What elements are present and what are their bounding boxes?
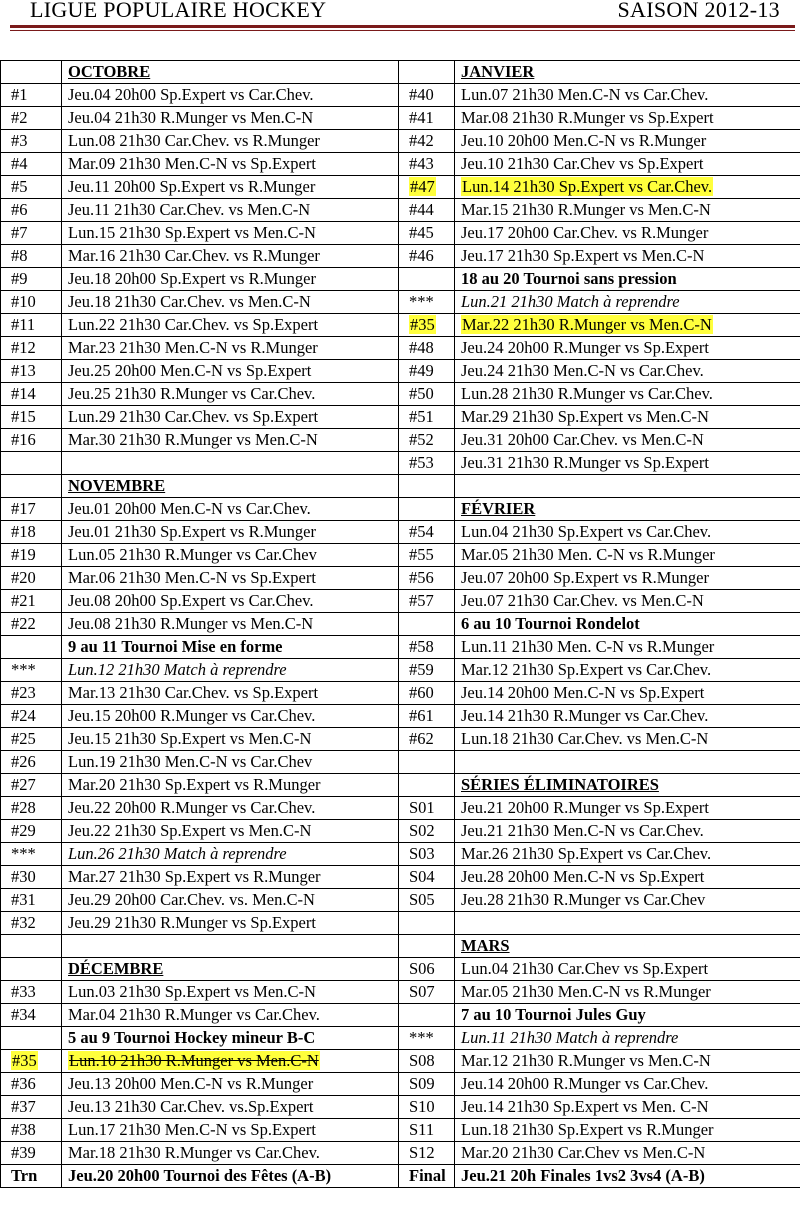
game-number: [1, 958, 62, 981]
game-entry-left: NOVEMBRE: [62, 475, 399, 498]
game-entry-right: Jeu.17 21h30 Sp.Expert vs Men.C-N: [455, 245, 800, 268]
game-entry-right: Mar.20 21h30 Car.Chev vs Men.C-N: [455, 1142, 800, 1165]
game-number: #7: [1, 222, 62, 245]
table-row: [1, 245, 800, 268]
game-entry-left: Jeu.25 21h30 R.Munger vs Car.Chev.: [62, 383, 399, 406]
game-number: #20: [1, 567, 62, 590]
highlight-mark: Lun.10 21h30 R.Munger vs Men.C-N: [69, 1051, 319, 1070]
game-entry-left: Mar.23 21h30 Men.C-N vs R.Munger: [62, 337, 399, 360]
game-number: #38: [1, 1119, 62, 1142]
table-row: [1, 567, 800, 590]
table-row: [1, 291, 800, 314]
table-row: [1, 774, 800, 797]
game-entry-left: Lun.12 21h30 Match à reprendre: [62, 659, 399, 682]
game-number: #28: [1, 797, 62, 820]
game-number-right: S04: [399, 866, 455, 889]
game-number: #31: [1, 889, 62, 912]
game-entry-left: Jeu.08 21h30 R.Munger vs Men.C-N: [62, 613, 399, 636]
game-number: #19: [1, 544, 62, 567]
table-row: [1, 1096, 800, 1119]
game-entry-left: Mar.20 21h30 Sp.Expert vs R.Munger: [62, 774, 399, 797]
game-entry-right: Jeu.21 20h Finales 1vs2 3vs4 (A-B): [455, 1165, 800, 1188]
game-entry-right: Jeu.21 20h00 R.Munger vs Sp.Expert: [455, 797, 800, 820]
game-entry-left: [62, 452, 399, 475]
game-entry-right: Jeu.10 20h00 Men.C-N vs R.Munger: [455, 130, 800, 153]
game-entry-right: SÉRIES ÉLIMINATOIRES: [455, 774, 800, 797]
game-number: [1, 452, 62, 475]
table-row: [1, 1004, 800, 1027]
game-entry-left: Jeu.25 20h00 Men.C-N vs Sp.Expert: [62, 360, 399, 383]
game-entry-right: Mar.15 21h30 R.Munger vs Men.C-N: [455, 199, 800, 222]
game-number: #3: [1, 130, 62, 153]
game-entry-right: Jeu.14 20h00 R.Munger vs Car.Chev.: [455, 1073, 800, 1096]
game-entry-left: Lun.26 21h30 Match à reprendre: [62, 843, 399, 866]
table-row: [1, 1027, 800, 1050]
game-entry-left: Jeu.04 20h00 Sp.Expert vs Car.Chev.: [62, 84, 399, 107]
game-number: #26: [1, 751, 62, 774]
game-entry-right: Lun.21 21h30 Match à reprendre: [455, 291, 800, 314]
game-number-right: S08: [399, 1050, 455, 1073]
game-entry-left: Lun.29 21h30 Car.Chev. vs Sp.Expert: [62, 406, 399, 429]
game-number: #39: [1, 1142, 62, 1165]
game-entry-right: Jeu.14 21h30 Sp.Expert vs Men. C-N: [455, 1096, 800, 1119]
game-number-right: #54: [399, 521, 455, 544]
table-row: [1, 475, 800, 498]
table-row: [1, 360, 800, 383]
game-number-right: #60: [399, 682, 455, 705]
highlight-mark: #35: [12, 1051, 37, 1070]
game-entry-left: Lun.22 21h30 Car.Chev. vs Sp.Expert: [62, 314, 399, 337]
game-number-right: S02: [399, 820, 455, 843]
game-number-right: #56: [399, 567, 455, 590]
game-entry-left: [62, 1050, 399, 1073]
game-entry-left: Jeu.13 21h30 Car.Chev. vs.Sp.Expert: [62, 1096, 399, 1119]
game-number: #37: [1, 1096, 62, 1119]
game-number-right: [399, 751, 455, 774]
game-number-right: S10: [399, 1096, 455, 1119]
game-entry-left: Jeu.22 21h30 Sp.Expert vs Men.C-N: [62, 820, 399, 843]
game-entry-left: Jeu.18 20h00 Sp.Expert vs R.Munger: [62, 268, 399, 291]
game-number-right: S03: [399, 843, 455, 866]
game-entry-right: Jeu.21 21h30 Men.C-N vs Car.Chev.: [455, 820, 800, 843]
game-entry-right: Mar.12 21h30 R.Munger vs Men.C-N: [455, 1050, 800, 1073]
game-number: #14: [1, 383, 62, 406]
game-entry-left: 5 au 9 Tournoi Hockey mineur B-C: [62, 1027, 399, 1050]
table-row: [1, 1165, 800, 1188]
table-row: [1, 751, 800, 774]
game-entry-right: Jeu.14 21h30 R.Munger vs Car.Chev.: [455, 705, 800, 728]
game-entry-right: Mar.05 21h30 Men. C-N vs R.Munger: [455, 544, 800, 567]
game-entry-left: Jeu.08 20h00 Sp.Expert vs Car.Chev.: [62, 590, 399, 613]
game-entry-right: JANVIER: [455, 61, 800, 84]
game-entry-right: Mar.26 21h30 Sp.Expert vs Car.Chev.: [455, 843, 800, 866]
game-entry-left: Lun.03 21h30 Sp.Expert vs Men.C-N: [62, 981, 399, 1004]
game-number-right: [399, 498, 455, 521]
table-row: [1, 130, 800, 153]
game-entry-right: Mar.08 21h30 R.Munger vs Sp.Expert: [455, 107, 800, 130]
game-number: #21: [1, 590, 62, 613]
game-entry-left: Jeu.01 21h30 Sp.Expert vs R.Munger: [62, 521, 399, 544]
table-row: [1, 1050, 800, 1073]
game-entry-right: [455, 176, 800, 199]
game-entry-left: Lun.17 21h30 Men.C-N vs Sp.Expert: [62, 1119, 399, 1142]
game-number-right: #49: [399, 360, 455, 383]
game-number: Trn: [1, 1165, 62, 1188]
game-entry-right: Jeu.10 21h30 Car.Chev vs Sp.Expert: [455, 153, 800, 176]
game-entry-left: Mar.27 21h30 Sp.Expert vs R.Munger: [62, 866, 399, 889]
game-entry-right: Jeu.28 21h30 R.Munger vs Car.Chev: [455, 889, 800, 912]
table-row: [1, 590, 800, 613]
game-number: #6: [1, 199, 62, 222]
game-number: [1, 636, 62, 659]
game-entry-right: Jeu.24 21h30 Men.C-N vs Car.Chev.: [455, 360, 800, 383]
game-number-right: S12: [399, 1142, 455, 1165]
game-entry-left: Jeu.11 21h30 Car.Chev. vs Men.C-N: [62, 199, 399, 222]
table-row: [1, 429, 800, 452]
game-number: [1, 61, 62, 84]
table-row: [1, 199, 800, 222]
game-number: #33: [1, 981, 62, 1004]
game-number: #22: [1, 613, 62, 636]
game-entry-right: Lun.18 21h30 Car.Chev. vs Men.C-N: [455, 728, 800, 751]
game-entry-left: Jeu.18 21h30 Car.Chev. vs Men.C-N: [62, 291, 399, 314]
game-entry-left: Jeu.29 20h00 Car.Chev. vs. Men.C-N: [62, 889, 399, 912]
game-entry-left: Mar.16 21h30 Car.Chev. vs R.Munger: [62, 245, 399, 268]
game-entry-left: 9 au 11 Tournoi Mise en forme: [62, 636, 399, 659]
game-entry-right: Mar.12 21h30 Sp.Expert vs Car.Chev.: [455, 659, 800, 682]
game-number: [1, 1050, 62, 1073]
game-number-right: ***: [399, 291, 455, 314]
game-number-right: #55: [399, 544, 455, 567]
game-number-right: ***: [399, 1027, 455, 1050]
game-entry-left: Jeu.01 20h00 Men.C-N vs Car.Chev.: [62, 498, 399, 521]
table-row: [1, 866, 800, 889]
game-entry-right: [455, 314, 800, 337]
game-number-right: #42: [399, 130, 455, 153]
game-entry-right: MARS: [455, 935, 800, 958]
game-number: #25: [1, 728, 62, 751]
game-number: #12: [1, 337, 62, 360]
table-row: [1, 843, 800, 866]
game-entry-right: 7 au 10 Tournoi Jules Guy: [455, 1004, 800, 1027]
game-number-right: S11: [399, 1119, 455, 1142]
game-entry-left: OCTOBRE: [62, 61, 399, 84]
game-number-right: [399, 774, 455, 797]
game-number-right: S07: [399, 981, 455, 1004]
game-entry-right: Jeu.07 20h00 Sp.Expert vs R.Munger: [455, 567, 800, 590]
game-entry-left: Lun.19 21h30 Men.C-N vs Car.Chev: [62, 751, 399, 774]
table-row: [1, 406, 800, 429]
table-row: [1, 935, 800, 958]
table-row: [1, 728, 800, 751]
game-entry-left: [62, 935, 399, 958]
game-number: #32: [1, 912, 62, 935]
game-number-right: [399, 268, 455, 291]
game-entry-left: Jeu.22 20h00 R.Munger vs Car.Chev.: [62, 797, 399, 820]
table-row: [1, 61, 800, 84]
game-number: #16: [1, 429, 62, 452]
table-row: [1, 797, 800, 820]
game-entry-right: [455, 751, 800, 774]
game-number: #17: [1, 498, 62, 521]
table-row: [1, 820, 800, 843]
game-number: #1: [1, 84, 62, 107]
game-number-right: S01: [399, 797, 455, 820]
table-row: [1, 222, 800, 245]
table-row: [1, 889, 800, 912]
game-entry-right: Jeu.17 20h00 Car.Chev. vs R.Munger: [455, 222, 800, 245]
game-entry-right: Mar.05 21h30 Men.C-N vs R.Munger: [455, 981, 800, 1004]
table-row: [1, 705, 800, 728]
game-entry-right: Jeu.14 20h00 Men.C-N vs Sp.Expert: [455, 682, 800, 705]
table-row: [1, 958, 800, 981]
game-number-right: #51: [399, 406, 455, 429]
table-row: [1, 498, 800, 521]
table-row: [1, 383, 800, 406]
table-row: [1, 1119, 800, 1142]
table-row: [1, 107, 800, 130]
table-row: [1, 314, 800, 337]
season-title: SAISON 2012-13: [617, 0, 780, 22]
game-number-right: #52: [399, 429, 455, 452]
game-entry-left: Jeu.15 20h00 R.Munger vs Car.Chev.: [62, 705, 399, 728]
table-row: [1, 84, 800, 107]
game-number: ***: [1, 659, 62, 682]
game-number-right: #62: [399, 728, 455, 751]
game-number: #36: [1, 1073, 62, 1096]
table-row: [1, 659, 800, 682]
game-entry-left: Mar.13 21h30 Car.Chev. vs Sp.Expert: [62, 682, 399, 705]
table-row: [1, 1073, 800, 1096]
game-entry-right: Jeu.28 20h00 Men.C-N vs Sp.Expert: [455, 866, 800, 889]
highlight-mark: Lun.14 21h30 Sp.Expert vs Car.Chev.: [462, 177, 713, 196]
game-number-right: #43: [399, 153, 455, 176]
table-row: [1, 544, 800, 567]
game-number: [1, 935, 62, 958]
game-number-right: #48: [399, 337, 455, 360]
game-number-right: #46: [399, 245, 455, 268]
game-number: #10: [1, 291, 62, 314]
game-entry-left: Mar.04 21h30 R.Munger vs Car.Chev.: [62, 1004, 399, 1027]
table-row: [1, 613, 800, 636]
game-number-right: S06: [399, 958, 455, 981]
game-entry-right: [455, 912, 800, 935]
game-number-right: #53: [399, 452, 455, 475]
page-header: [0, 0, 800, 40]
league-title: LIGUE POPULAIRE HOCKEY: [30, 0, 327, 22]
game-entry-left: Mar.30 21h30 R.Munger vs Men.C-N: [62, 429, 399, 452]
game-entry-right: Lun.28 21h30 R.Munger vs Car.Chev.: [455, 383, 800, 406]
game-number-right: #59: [399, 659, 455, 682]
game-number: #13: [1, 360, 62, 383]
game-number-right: #41: [399, 107, 455, 130]
game-number: #23: [1, 682, 62, 705]
game-number: #27: [1, 774, 62, 797]
game-number-right: [399, 475, 455, 498]
game-number-right: #45: [399, 222, 455, 245]
highlight-mark: Mar.22 21h30 R.Munger vs Men.C-N: [462, 315, 712, 334]
schedule-body: [1, 61, 800, 1188]
game-number: #11: [1, 314, 62, 337]
game-number-right: [399, 935, 455, 958]
game-number-right: [399, 613, 455, 636]
game-number: #29: [1, 820, 62, 843]
game-entry-right: Lun.04 21h30 Car.Chev vs Sp.Expert: [455, 958, 800, 981]
highlight-mark: #47: [410, 177, 435, 196]
game-entry-left: Jeu.15 21h30 Sp.Expert vs Men.C-N: [62, 728, 399, 751]
game-entry-right: Jeu.07 21h30 Car.Chev. vs Men.C-N: [455, 590, 800, 613]
game-number: #5: [1, 176, 62, 199]
highlight-mark: #35: [410, 315, 435, 334]
table-row: [1, 682, 800, 705]
game-entry-right: Jeu.24 20h00 R.Munger vs Sp.Expert: [455, 337, 800, 360]
game-number: #8: [1, 245, 62, 268]
game-entry-right: Lun.11 21h30 Men. C-N vs R.Munger: [455, 636, 800, 659]
game-entry-right: Lun.11 21h30 Match à reprendre: [455, 1027, 800, 1050]
game-entry-right: [455, 475, 800, 498]
game-entry-left: Jeu.20 20h00 Tournoi des Fêtes (A-B): [62, 1165, 399, 1188]
game-entry-right: Lun.07 21h30 Men.C-N vs Car.Chev.: [455, 84, 800, 107]
table-row: [1, 268, 800, 291]
game-number-right: [399, 1004, 455, 1027]
game-number-right: S09: [399, 1073, 455, 1096]
header-rule-thin: [10, 30, 795, 31]
game-number: [1, 1027, 62, 1050]
game-number: #24: [1, 705, 62, 728]
game-entry-left: Jeu.13 20h00 Men.C-N vs R.Munger: [62, 1073, 399, 1096]
game-number-right: S05: [399, 889, 455, 912]
game-number-right: [399, 314, 455, 337]
game-number-right: #44: [399, 199, 455, 222]
game-entry-left: Mar.06 21h30 Men.C-N vs Sp.Expert: [62, 567, 399, 590]
game-number: #18: [1, 521, 62, 544]
table-row: [1, 337, 800, 360]
game-entry-left: Lun.08 21h30 Car.Chev. vs R.Munger: [62, 130, 399, 153]
table-row: [1, 176, 800, 199]
game-entry-left: Jeu.11 20h00 Sp.Expert vs R.Munger: [62, 176, 399, 199]
game-entry-left: Jeu.04 21h30 R.Munger vs Men.C-N: [62, 107, 399, 130]
schedule-table: [0, 60, 800, 1188]
game-entry-right: Mar.29 21h30 Sp.Expert vs Men.C-N: [455, 406, 800, 429]
game-entry-right: Lun.18 21h30 Sp.Expert vs R.Munger: [455, 1119, 800, 1142]
table-row: [1, 912, 800, 935]
game-number: ***: [1, 843, 62, 866]
table-row: [1, 521, 800, 544]
game-number: #4: [1, 153, 62, 176]
game-entry-right: Lun.04 21h30 Sp.Expert vs Car.Chev.: [455, 521, 800, 544]
game-number: #34: [1, 1004, 62, 1027]
game-entry-left: Lun.15 21h30 Sp.Expert vs Men.C-N: [62, 222, 399, 245]
game-number-right: Final: [399, 1165, 455, 1188]
game-number: #30: [1, 866, 62, 889]
game-number-right: #57: [399, 590, 455, 613]
game-entry-left: Jeu.29 21h30 R.Munger vs Sp.Expert: [62, 912, 399, 935]
game-number-right: #40: [399, 84, 455, 107]
game-number: #9: [1, 268, 62, 291]
game-entry-right: 6 au 10 Tournoi Rondelot: [455, 613, 800, 636]
game-number-right: [399, 912, 455, 935]
game-entry-left: Mar.18 21h30 R.Munger vs Car.Chev.: [62, 1142, 399, 1165]
table-row: [1, 452, 800, 475]
header-rule-thick: [10, 25, 795, 28]
game-entry-left: DÉCEMBRE: [62, 958, 399, 981]
game-entry-left: Mar.09 21h30 Men.C-N vs Sp.Expert: [62, 153, 399, 176]
game-number-right: [399, 61, 455, 84]
game-entry-right: Jeu.31 21h30 R.Munger vs Sp.Expert: [455, 452, 800, 475]
game-entry-right: Jeu.31 20h00 Car.Chev. vs Men.C-N: [455, 429, 800, 452]
table-row: [1, 1142, 800, 1165]
game-entry-right: 18 au 20 Tournoi sans pression: [455, 268, 800, 291]
game-number-right: [399, 176, 455, 199]
game-number-right: #61: [399, 705, 455, 728]
game-number: [1, 475, 62, 498]
game-number-right: #50: [399, 383, 455, 406]
game-entry-right: FÉVRIER: [455, 498, 800, 521]
table-row: [1, 981, 800, 1004]
game-number: #15: [1, 406, 62, 429]
game-number: #2: [1, 107, 62, 130]
game-number-right: #58: [399, 636, 455, 659]
game-entry-left: Lun.05 21h30 R.Munger vs Car.Chev: [62, 544, 399, 567]
table-row: [1, 636, 800, 659]
table-row: [1, 153, 800, 176]
